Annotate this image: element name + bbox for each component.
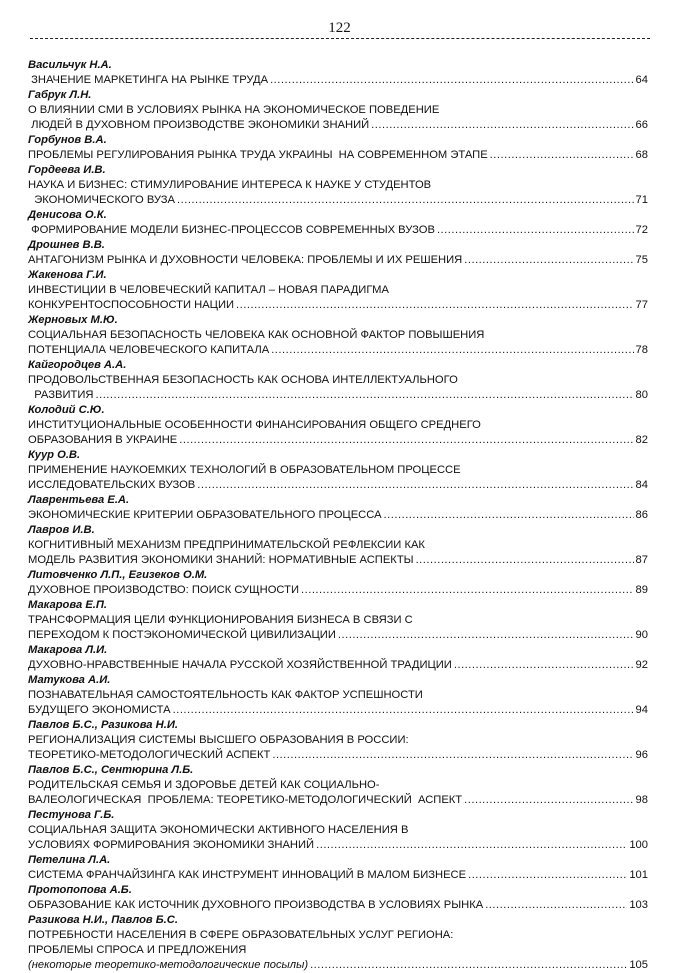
toc-entry — [28, 403, 648, 448]
toc-entry-title-text: ПОЗНАВАТЕЛЬНАЯ САМОСТОЯТЕЛЬНОСТЬ КАК ФАКТОР УСПЕШНОСТИ — [28, 689, 423, 701]
toc-entry-title-text: ТРАНСФОРМАЦИЯ ЦЕЛИ ФУНКЦИОНИРОВАНИЯ БИЗНЕСА В СВЯЗИ С — [28, 614, 413, 626]
toc-entry-title-line — [28, 958, 648, 973]
toc-entry-title-line — [28, 658, 648, 673]
toc-entry-author: Гордеева И.В. — [28, 164, 106, 176]
toc-entry-title-line — [28, 148, 648, 163]
toc-entry-author: Петелина Л.А. — [28, 854, 111, 866]
toc-entry-title-text: ЗНАЧЕНИЕ МАРКЕТИНГА НА РЫНКЕ ТРУДА — [28, 74, 269, 86]
toc-dot-leader — [197, 478, 633, 493]
toc-entry-title-text: РАЗВИТИЯ — [28, 389, 94, 401]
toc-entry-title-line — [28, 418, 648, 433]
toc-entry-title-text: КОНКУРЕНТОСПОСОБНОСТИ НАЦИИ — [28, 299, 235, 311]
toc-entry-author: Макарова Е.П. — [28, 599, 108, 611]
toc-dot-leader — [179, 433, 633, 448]
toc-entry-title-text: ФОРМИРОВАНИЕ МОДЕЛИ БИЗНЕС-ПРОЦЕССОВ СОВРЕМЕННЫХ ВУЗОВ — [28, 224, 435, 236]
toc-entry — [28, 763, 648, 808]
toc-entry-title-text: ВАЛЕОЛОГИЧЕСКАЯ ПРОБЛЕМА: ТЕОРЕТИКО-МЕТОДОЛОГИЧЕСКИЙ АСПЕКТ — [28, 794, 463, 806]
toc-entry-title-line — [28, 538, 648, 553]
toc-entry-page: 94 — [635, 704, 648, 716]
toc-entry-title-text: МОДЕЛЬ РАЗВИТИЯ ЭКОНОМИКИ ЗНАНИЙ: НОРМАТИВНЫЕ АСПЕКТЫ — [28, 554, 414, 566]
toc-dot-leader — [454, 658, 634, 673]
toc-entry-page: 64 — [635, 74, 648, 86]
toc-dot-leader — [485, 898, 627, 913]
toc-entry-title-text: ИССЛЕДОВАТЕЛЬСКИХ ВУЗОВ — [28, 479, 196, 491]
page-number: 122 — [328, 20, 351, 36]
toc-entry-author: Павлов Б.С., Разикова Н.И. — [28, 719, 178, 731]
toc-entry-title-line — [28, 328, 648, 343]
toc-entry-page: 87 — [635, 554, 648, 566]
toc-entry-author: Васильчук Н.А. — [28, 59, 112, 71]
toc-entry-title-text: КОГНИТИВНЫЙ МЕХАНИЗМ ПРЕДПРИНИМАТЕЛЬСКОЙ РЕФЛЕКСИИ КАК — [28, 539, 425, 551]
toc-dot-leader — [270, 73, 633, 88]
toc-entry-title-text: ОБРАЗОВАНИЕ КАК ИСТОЧНИК ДУХОВНОГО ПРОИЗВОДСТВА В УСЛОВИЯХ РЫНКА — [28, 899, 484, 911]
toc-entry-title-text: ИНВЕСТИЦИИ В ЧЕЛОВЕЧЕСКИЙ КАПИТАЛ – НОВАЯ ПАРАДИГМА — [28, 284, 389, 296]
toc-entry-title-line — [28, 223, 648, 238]
toc-entry-title-line — [28, 103, 648, 118]
toc-entry-author: Куур О.В. — [28, 449, 81, 461]
toc-dot-leader — [371, 118, 633, 133]
toc-entry — [28, 208, 648, 238]
toc-entry-title-text: (некоторые теоретико-методологические посылы) — [28, 959, 309, 971]
toc-entry-page: 78 — [635, 344, 648, 356]
toc-entry-page: 86 — [635, 509, 648, 521]
toc-entry-title-text: ПРОБЛЕМЫ СПРОСА И ПРЕДЛОЖЕНИЯ — [28, 944, 247, 956]
table-of-contents — [28, 58, 648, 973]
toc-entry-title-text: ДУХОВНО-НРАВСТВЕННЫЕ НАЧАЛА РУССКОЙ ХОЗЯЙСТВЕННОЙ ТРАДИЦИИ — [28, 659, 452, 671]
toc-entry — [28, 913, 648, 973]
toc-entry-title-text: ОБРАЗОВАНИЯ В УКРАИНЕ — [28, 434, 178, 446]
toc-entry — [28, 853, 648, 883]
toc-dot-leader — [464, 793, 633, 808]
toc-entry-page: 82 — [635, 434, 648, 446]
toc-entry — [28, 268, 648, 313]
toc-entry-title-text: СОЦИАЛЬНАЯ БЕЗОПАСНОСТЬ ЧЕЛОВЕКА КАК ОСНОВНОЙ ФАКТОР ПОВЫШЕНИЯ — [28, 329, 485, 341]
toc-entry — [28, 643, 648, 673]
toc-entry-title-text: РЕГИОНАЛИЗАЦИЯ СИСТЕМЫ ВЫСШЕГО ОБРАЗОВАНИЯ В РОССИИ: — [28, 734, 409, 746]
toc-entry — [28, 448, 648, 493]
toc-entry-page: 101 — [629, 869, 648, 881]
toc-entry-page: 66 — [635, 119, 648, 131]
toc-entry-page: 72 — [635, 224, 648, 236]
toc-entry-title-line — [28, 733, 648, 748]
toc-entry-title-text: ИНСТИТУЦИОНАЛЬНЫЕ ОСОБЕННОСТИ ФИНАНСИРОВАНИЯ ОБЩЕГО СРЕДНЕГО — [28, 419, 481, 431]
toc-entry-author: Колодий С.Ю. — [28, 404, 105, 416]
toc-dot-leader — [416, 553, 634, 568]
toc-entry — [28, 133, 648, 163]
toc-entry — [28, 598, 648, 643]
toc-entry-title-text: НАУКА И БИЗНЕС: СТИМУЛИРОВАНИЕ ИНТЕРЕСА К НАУКЕ У СТУДЕНТОВ — [28, 179, 432, 191]
toc-entry-title-line — [28, 838, 648, 853]
toc-dot-leader — [236, 298, 634, 313]
toc-entry-title-text: СОЦИАЛЬНАЯ ЗАЩИТА ЭКОНОМИЧЕСКИ АКТИВНОГО НАСЕЛЕНИЯ В — [28, 824, 409, 836]
toc-entry-title-text: ПОТЕНЦИАЛА ЧЕЛОВЕЧЕСКОГО КАПИТАЛА — [28, 344, 270, 356]
toc-entry-page: 80 — [635, 389, 648, 401]
toc-entry-title-line — [28, 118, 648, 133]
toc-entry-title-line — [28, 748, 648, 763]
toc-entry-title-text: ПРОБЛЕМЫ РЕГУЛИРОВАНИЯ РЫНКА ТРУДА УКРАИНЫ НА СОВРЕМЕННОМ ЭТАПЕ — [28, 149, 488, 161]
toc-dot-leader — [437, 223, 634, 238]
toc-entry-author: Жакенова Г.И. — [28, 269, 107, 281]
toc-entry-title-line — [28, 553, 648, 568]
toc-dot-leader — [338, 628, 634, 643]
toc-entry — [28, 568, 648, 598]
toc-entry-page: 68 — [635, 149, 648, 161]
toc-entry-page: 98 — [635, 794, 648, 806]
toc-dot-leader — [468, 868, 627, 883]
toc-entry-title-line — [28, 283, 648, 298]
toc-entry-page: 103 — [629, 899, 648, 911]
toc-entry-title-line — [28, 613, 648, 628]
toc-entry-page: 92 — [635, 659, 648, 671]
toc-entry-title-text: ПРИМЕНЕНИЕ НАУКОЕМКИХ ТЕХНОЛОГИЙ В ОБРАЗОВАТЕЛЬНОМ ПРОЦЕССЕ — [28, 464, 461, 476]
toc-entry — [28, 313, 648, 358]
toc-entry-title-line — [28, 298, 648, 313]
toc-entry-title-line — [28, 928, 648, 943]
toc-entry-page: 84 — [635, 479, 648, 491]
toc-entry-title-text: ДУХОВНОЕ ПРОИЗВОДСТВО: ПОИСК СУЩНОСТИ — [28, 584, 299, 596]
toc-entry-title-line — [28, 508, 648, 523]
toc-entry-title-text: О ВЛИЯНИИ СМИ В УСЛОВИЯХ РЫНКА НА ЭКОНОМИЧЕСКОЕ ПОВЕДЕНИЕ — [28, 104, 440, 116]
toc-entry — [28, 238, 648, 268]
toc-dot-leader — [271, 343, 633, 358]
toc-entry-author: Павлов Б.С., Сентюрина Л.Б. — [28, 764, 194, 776]
toc-entry-title-text: СИСТЕМА ФРАНЧАЙЗИНГА КАК ИНСТРУМЕНТ ИННОВАЦИЙ В МАЛОМ БИЗНЕСЕ — [28, 869, 467, 881]
toc-entry-title-line — [28, 253, 648, 268]
toc-entry-title-line — [28, 703, 648, 718]
toc-entry-page: 77 — [635, 299, 648, 311]
toc-dot-leader — [177, 193, 634, 208]
toc-entry-author: Лаврентьева Е.А. — [28, 494, 130, 506]
toc-entry-title-line — [28, 688, 648, 703]
toc-entry-title-text: ЭКОНОМИЧЕСКОГО ВУЗА — [28, 194, 175, 206]
toc-entry — [28, 358, 648, 403]
toc-entry-title-text: ТЕОРЕТИКО-МЕТОДОЛОГИЧЕСКИЙ АСПЕКТ — [28, 749, 271, 761]
toc-entry — [28, 493, 648, 523]
toc-entry-title-line — [28, 433, 648, 448]
toc-entry-page: 100 — [629, 839, 648, 851]
toc-entry-page: 71 — [635, 194, 648, 206]
toc-dot-leader — [310, 958, 627, 973]
toc-entry-title-text: ПОТРЕБНОСТИ НАСЕЛЕНИЯ В СФЕРЕ ОБРАЗОВАТЕЛЬНЫХ УСЛУГ РЕГИОНА: — [28, 929, 454, 941]
toc-entry-page: 96 — [635, 749, 648, 761]
toc-entry — [28, 163, 648, 208]
toc-entry-title-line — [28, 178, 648, 193]
toc-entry-author: Денисова О.К. — [28, 209, 107, 221]
toc-dot-leader — [301, 583, 634, 598]
toc-entry-author: Макарова Л.И. — [28, 644, 108, 656]
toc-entry-title-line — [28, 823, 648, 838]
toc-entry-title-line — [28, 583, 648, 598]
toc-entry-page: 90 — [635, 629, 648, 641]
toc-dot-leader — [464, 253, 633, 268]
toc-entry-title-line — [28, 193, 648, 208]
toc-entry-author: Горбунов В.А. — [28, 134, 107, 146]
toc-entry-author: Жерновых М.Ю. — [28, 314, 118, 326]
toc-entry-page: 75 — [635, 254, 648, 266]
toc-entry-author: Матукова А.И. — [28, 674, 111, 686]
toc-entry-title-text: ЭКОНОМИЧЕСКИЕ КРИТЕРИИ ОБРАЗОВАТЕЛЬНОГО ПРОЦЕССА — [28, 509, 382, 521]
toc-dot-leader — [272, 748, 633, 763]
toc-entry-author: Разикова Н.И., Павлов Б.С. — [28, 914, 178, 926]
toc-entry-title-line — [28, 943, 648, 958]
toc-entry-title-text: БУДУЩЕГО ЭКОНОМИСТА — [28, 704, 171, 716]
toc-entry — [28, 88, 648, 133]
toc-entry-title-line — [28, 73, 648, 88]
toc-dot-leader — [490, 148, 634, 163]
toc-entry — [28, 808, 648, 853]
toc-entry — [28, 718, 648, 763]
toc-entry-title-text: УСЛОВИЯХ ФОРМИРОВАНИЯ ЭКОНОМИКИ ЗНАНИЙ — [28, 839, 315, 851]
toc-entry-title-line — [28, 373, 648, 388]
toc-entry-author: Лавров И.В. — [28, 524, 95, 536]
toc-entry-title-text: АНТАГОНИЗМ РЫНКА И ДУХОВНОСТИ ЧЕЛОВЕКА: ПРОБЛЕМЫ И ИХ РЕШЕНИЯ — [28, 254, 463, 266]
toc-entry-title-line — [28, 868, 648, 883]
toc-dot-leader — [384, 508, 634, 523]
toc-entry-title-line — [28, 778, 648, 793]
toc-entry-title-line — [28, 898, 648, 913]
toc-entry-title-line — [28, 628, 648, 643]
toc-entry — [28, 58, 648, 88]
toc-entry-author: Литовченко Л.П., Егизеков О.М. — [28, 569, 208, 581]
toc-entry-page: 89 — [635, 584, 648, 596]
toc-entry-author: Кайгородцев А.А. — [28, 359, 127, 371]
toc-entry-author: Дрошнев В.В. — [28, 239, 105, 251]
toc-entry-title-line — [28, 478, 648, 493]
toc-entry — [28, 673, 648, 718]
toc-entry — [28, 883, 648, 913]
toc-dot-leader — [95, 388, 633, 403]
toc-entry-author: Габрук Л.Н. — [28, 89, 92, 101]
toc-entry — [28, 523, 648, 568]
header-rule — [30, 38, 650, 39]
toc-dot-leader — [316, 838, 627, 853]
toc-entry-title-line — [28, 388, 648, 403]
toc-entry-title-line — [28, 343, 648, 358]
toc-entry-title-text: ПРОДОВОЛЬСТВЕННАЯ БЕЗОПАСНОСТЬ КАК ОСНОВА ИНТЕЛЛЕКТУАЛЬНОГО — [28, 374, 458, 386]
toc-entry-page: 105 — [629, 959, 648, 971]
toc-entry-title-text: ЛЮДЕЙ В ДУХОВНОМ ПРОИЗВОДСТВЕ ЭКОНОМИКИ ЗНАНИЙ — [28, 119, 370, 131]
toc-entry-author: Протопопова А.Б. — [28, 884, 132, 896]
toc-entry-title-line — [28, 463, 648, 478]
toc-entry-title-text: ПЕРЕХОДОМ К ПОСТЭКОНОМИЧЕСКОЙ ЦИВИЛИЗАЦИИ — [28, 629, 336, 641]
toc-entry-author: Пестунова Г.Б. — [28, 809, 115, 821]
toc-entry-title-text: РОДИТЕЛЬСКАЯ СЕМЬЯ И ЗДОРОВЬЕ ДЕТЕЙ КАК СОЦИАЛЬНО- — [28, 779, 380, 791]
toc-entry-title-line — [28, 793, 648, 808]
toc-dot-leader — [173, 703, 634, 718]
